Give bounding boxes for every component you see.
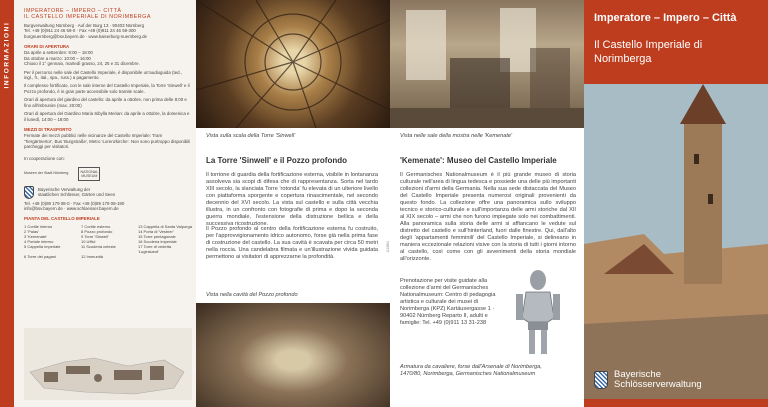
sinwell-text-2: Il Pozzo profondo al centro della fortificazione esterna fu costruito, per l'approvvigionamento idrico autonomo, forse già nella prima fase di costruzione del castello. La sua cavità è scavata per circa 50 metri nella roccia. Una candelabra filmata e un'illustrazione vivida guidata permettono ai visitatori di apprezzarne la profondità. (206, 226, 378, 260)
castle-cover-photo (584, 84, 768, 399)
legend-item: 12 Immunità (81, 254, 104, 260)
hours-1: Da aprile a settembre: 9:00 – 18:00 (24, 50, 93, 56)
sinwell-stair-photo (196, 0, 390, 128)
phone: Tel. +49 (0)911 24 46 59-0 · Fax +49 (0)911 24 46 59-300 (24, 28, 136, 34)
bsv-line-1: Bayerische Verwaltung der (38, 187, 91, 193)
cover-title: Imperatore – Impero – Città (594, 12, 737, 24)
hours-3: Chiuso il 1° gennaio, martedì grasso, 24, 25 e 31 dicembre. (24, 61, 140, 67)
vertical-tab (0, 0, 14, 407)
cooperation-label: In cooperazione con: (24, 155, 65, 161)
bsv-phone: Tel. +49 (0)89 179 08-0 · Fax +49 (0)89 179 08-190 (24, 200, 125, 206)
brand-line-1: Bayerische (614, 369, 661, 380)
merian-garden-hours: Orari di apertura del Giardino Maria Sibylla Merian: da aprile a ottobre, la domenica e il lunedì, 14:00 – 18:00 (24, 111, 190, 122)
legend-item (138, 254, 192, 259)
armor-photo (508, 270, 568, 356)
legend-item: 2 'Palas' (24, 229, 39, 235)
brand-block (594, 370, 702, 390)
audioguide-note: Per il percorso nelle sale del Castello Imperiale, è disponibile un'audioguida (ted., ingl., fr., ital., spa., russ.) a pagamento. (24, 69, 183, 81)
bavarian-crest-icon (594, 371, 608, 389)
castle-map (24, 328, 192, 400)
legend-item: 7 Cortile esterno (81, 224, 111, 230)
info-panel (0, 0, 196, 407)
legend-list (24, 224, 192, 259)
hours-title: ORARI DI APERTURA (24, 44, 70, 50)
garden-hours: Orari di apertura del giardino del castello: da aprile a ottobre, non prima delle 8:00 e fino all'imbrunire (max. 20:00) (24, 97, 187, 108)
heading-sinwell: La Torre 'Sinwell' e il Pozzo profondo (206, 156, 347, 165)
kemenate-hall-photo (390, 0, 584, 128)
caption-pozzo: Vista nella cavità del Pozzo profondo (206, 292, 298, 298)
booking-text: Prenotazione per visite guidate alla collezione d'armi del Germanisches Nationalmuseum: Centro di pedagogia artistica e culturale dei musei di Norimberga (KPZ) Kartäusergasse 1 · 90402 Nürnberg Reparto II, adulti e famiglie: Tel. +49 (0)911 13 31-238 (400, 278, 496, 326)
kemenate-text: Il Germanisches Nationalmuseum è il più grande museo di storia culturale nell'area di lingua tedesca e possiede una delle più importanti collezioni d'armi della Germania. Nella sua sede distaccata del Museo del Castello Imperiale presenta numerosi originali provenienti da questo fondo. La collezione offre una panoramica sullo sviluppo tecnico e storico-culturale e sull'importanza delle armi storiche dal XII al XIX secolo – armi che non furono impiegate solo nei combattimenti. Alla panoramica sulla storia delle armi si affiancano le vedute sul distretto del castello e sull'hinterland, fuori dalle finestre. Qui, dall'alto degli 'appartamenti femminili' del Castello Imperiale, si delineano in maniera eccezionale relazioni visive con la storia di tutti i giorni intorno al castello, così come con gli avvenimenti della storia mondiale all'orizzonte. (400, 172, 576, 262)
pozzo-photo (196, 303, 390, 407)
right-page (390, 0, 584, 407)
legend-item: 6 Torre dei pagani (24, 254, 56, 260)
legend-item: 4 Portale interno (24, 239, 54, 245)
legend-item: 9 Torre 'Sinwell' (81, 234, 109, 240)
partner-logos (24, 167, 192, 181)
armor-caption: Armatura da cavaliere, forse dall'Arsenale di Norimberga, 1470/80, Norimberga, Germanisches Nationalmuseum (400, 364, 542, 377)
legend-item: 5 Cappella imperiale (24, 244, 61, 250)
caption-sinwell: Vista sulla scala della Torre 'Sinwell' (206, 133, 296, 139)
bsv-line-2: staatlichen Schlösser, Gärten und Seen (38, 192, 116, 198)
vertical-tab-label: INFORMAZIONI (3, 21, 11, 89)
brand-line-2: Schlösserverwaltung (614, 379, 702, 390)
bavarian-crest-icon (24, 186, 34, 199)
legend-title: PIANTA DEL CASTELLO IMPERIALE (24, 215, 100, 221)
legend-item: 11 Scuderia celeste (81, 244, 116, 250)
legend-item: 15 Torre pentagonale (138, 234, 176, 240)
info-subtitle: IL CASTELLO IMPERIALE DI NORIMBERGA (24, 14, 151, 21)
legend-item: 1 Cortile interno (24, 224, 53, 230)
info-content (24, 8, 192, 259)
legend-item: 17 Torre di vedetta 'Luginsland' (138, 244, 172, 255)
legend-item: 3 'Kemenate' (24, 234, 48, 240)
bsv-web-link[interactable]: info@bsv.bayern.de · www.schloesser.bayern.de (24, 206, 119, 212)
sinwell-text-1: Il torrione di guardia della fortificazione esterna, visibile in lontananza assolveva sia scopi di difesa che di rappresentanza. Sorta nel tardo XIII secolo, la slanciata Torre 'rotonda' fu elevata di un ulteriore livello con piattaforma sporgente e copertura rinascimentale, nel secondo decennio del XVI secolo. La vista sul castello e sulla città vecchia illustra, in un confronto con fotografie di prima e dopo la seconda guerra mondiale, l'estensione della distruzione bellica e della successiva ricostruzione. (206, 172, 378, 227)
partner-nationalmuseum-logo: NATIONAL MUSEUM (78, 167, 100, 181)
cover-subtitle: Il Castello Imperiale di Norimberga (594, 39, 703, 65)
email-link[interactable]: burgnuernberg@bsv.bayern.de · www.kaiserburg-nuernberg.de (24, 33, 147, 39)
legend-item: 14 Porta di 'Vestner' (138, 229, 174, 235)
left-page (196, 0, 390, 407)
heading-kemenate: 'Kemenate': Museo del Castello Imperiale (400, 156, 557, 165)
legend-item: 16 Scuderia imperiale (138, 239, 177, 245)
address: Burgverwaltung Nürnberg · Auf der Burg 13 · 90403 Nürnberg (24, 22, 145, 28)
legend-item: 13 Cappella di Santa Valpurga (138, 224, 192, 230)
hours-2: Da ottobre a marzo: 10:00 – 16:00 (24, 55, 91, 61)
legend-item: 8 Pozzo profondo (81, 229, 113, 235)
bsv-block (24, 186, 192, 199)
partner-museen-logo: Museen der Stadt Nürnberg (24, 171, 69, 176)
cover-panel (584, 0, 768, 407)
info-title: IMPERATORE – IMPERO – CITTÀ (24, 8, 122, 14)
transport-title: MEZZI DI TRASPORTO (24, 126, 72, 132)
legend-item: 10 Uffici (81, 239, 96, 245)
access-note: Il complesso fortificato, con le sale interne del Castello Imperiale, la Torre 'Sinwell' e il Pozzo profondo, è in gran parte accessibile solo tramite scale. (24, 83, 190, 94)
caption-kemenate: Vista nelle sale della mostra nelle 'Kemenate' (400, 133, 513, 139)
transport-text: Fermate dei mezzi pubblici nelle vicinanze del Castello Imperiale: Tram 'Tiergärtnertor', Bus 'Burgstraße', Metro 'Lorenzkirche'. Non sono purtroppo disponibili parcheggi per visitatori. (24, 133, 191, 150)
page-code: 1118B4 (385, 241, 390, 253)
